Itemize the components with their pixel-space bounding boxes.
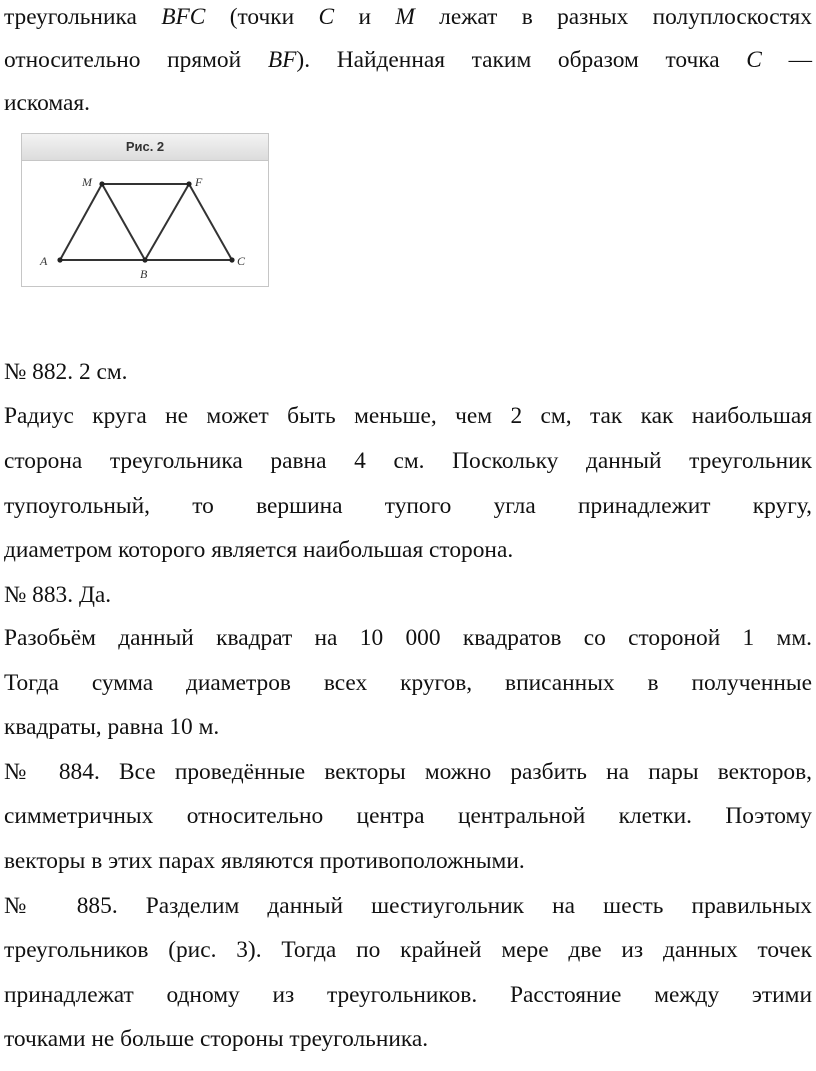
text-line xyxy=(4,2,812,32)
text-span: и xyxy=(334,4,396,30)
text-span: ). Найденная таким образом точка xyxy=(296,47,747,73)
text-line: Разобьём данный квадрат на 10 000 квадратов со стороной 1 мм. xyxy=(4,625,812,651)
text-line: № 884. Все проведённые векторы можно разбить на пары векторов, xyxy=(4,759,812,785)
label-A: A xyxy=(40,254,48,268)
text-span: лежат в разных полуплоскостях xyxy=(414,4,812,30)
math-var: C xyxy=(318,4,335,30)
point-F xyxy=(186,181,191,186)
text-line: тупоугольный, то вершина тупого угла принадлежит кругу, xyxy=(4,493,812,519)
segment-BF xyxy=(145,184,189,260)
figure-ris-2 xyxy=(21,133,269,287)
math-var: C xyxy=(746,47,762,73)
point-C xyxy=(229,257,234,262)
figure-title: Рис. 2 xyxy=(22,134,268,161)
text-span: — xyxy=(761,47,812,73)
label-F: F xyxy=(195,175,203,189)
text-line: Радиус круга не может быть меньше, чем 2 см, так как наибольшая xyxy=(4,403,812,429)
text-span: (точки xyxy=(205,4,319,30)
text-line: Тогда сумма диаметров всех кругов, вписанных в полученные xyxy=(4,670,812,696)
text-line: диаметром которого является наибольшая сторона. xyxy=(4,537,514,563)
figure-diagram xyxy=(22,161,268,287)
math-var: M xyxy=(395,4,415,30)
text-line: точками не больше стороны треугольника. xyxy=(4,1026,429,1052)
text-line: сторона треугольника равна 4 см. Поскольку данный треугольник xyxy=(4,448,812,474)
text-line: № 885. Разделим данный шестиугольник на шесть правильных xyxy=(4,893,812,919)
text-line: искомая. xyxy=(4,90,90,116)
label-C: C xyxy=(237,254,246,268)
figure-lines xyxy=(60,184,232,260)
text-line: векторы в этих парах являются противоположными. xyxy=(4,848,525,874)
segment-MB xyxy=(102,184,145,260)
text-line: принадлежат одному из треугольников. Расстояние между этими xyxy=(4,982,812,1008)
math-var: BF xyxy=(267,47,297,73)
text-span: относительно прямой xyxy=(4,47,268,73)
math-var: BFC xyxy=(161,4,206,30)
item-883-heading: № 883. Да. xyxy=(4,582,112,608)
segment-FC xyxy=(189,184,232,260)
text-line xyxy=(4,45,812,75)
point-A xyxy=(57,257,62,262)
text-span: треугольника xyxy=(4,4,162,30)
label-M: M xyxy=(82,175,92,189)
point-B xyxy=(142,257,147,262)
text-line: треугольников (рис. 3). Тогда по крайней мере две из данных точек xyxy=(4,937,812,963)
item-882-heading: № 882. 2 см. xyxy=(4,359,128,385)
label-B: B xyxy=(140,267,148,281)
point-M xyxy=(99,181,104,186)
segment-AM xyxy=(60,184,102,260)
text-line: симметричных относительно центра центральной клетки. Поэтому xyxy=(4,803,812,829)
text-line: квадраты, равна 10 м. xyxy=(4,714,220,740)
